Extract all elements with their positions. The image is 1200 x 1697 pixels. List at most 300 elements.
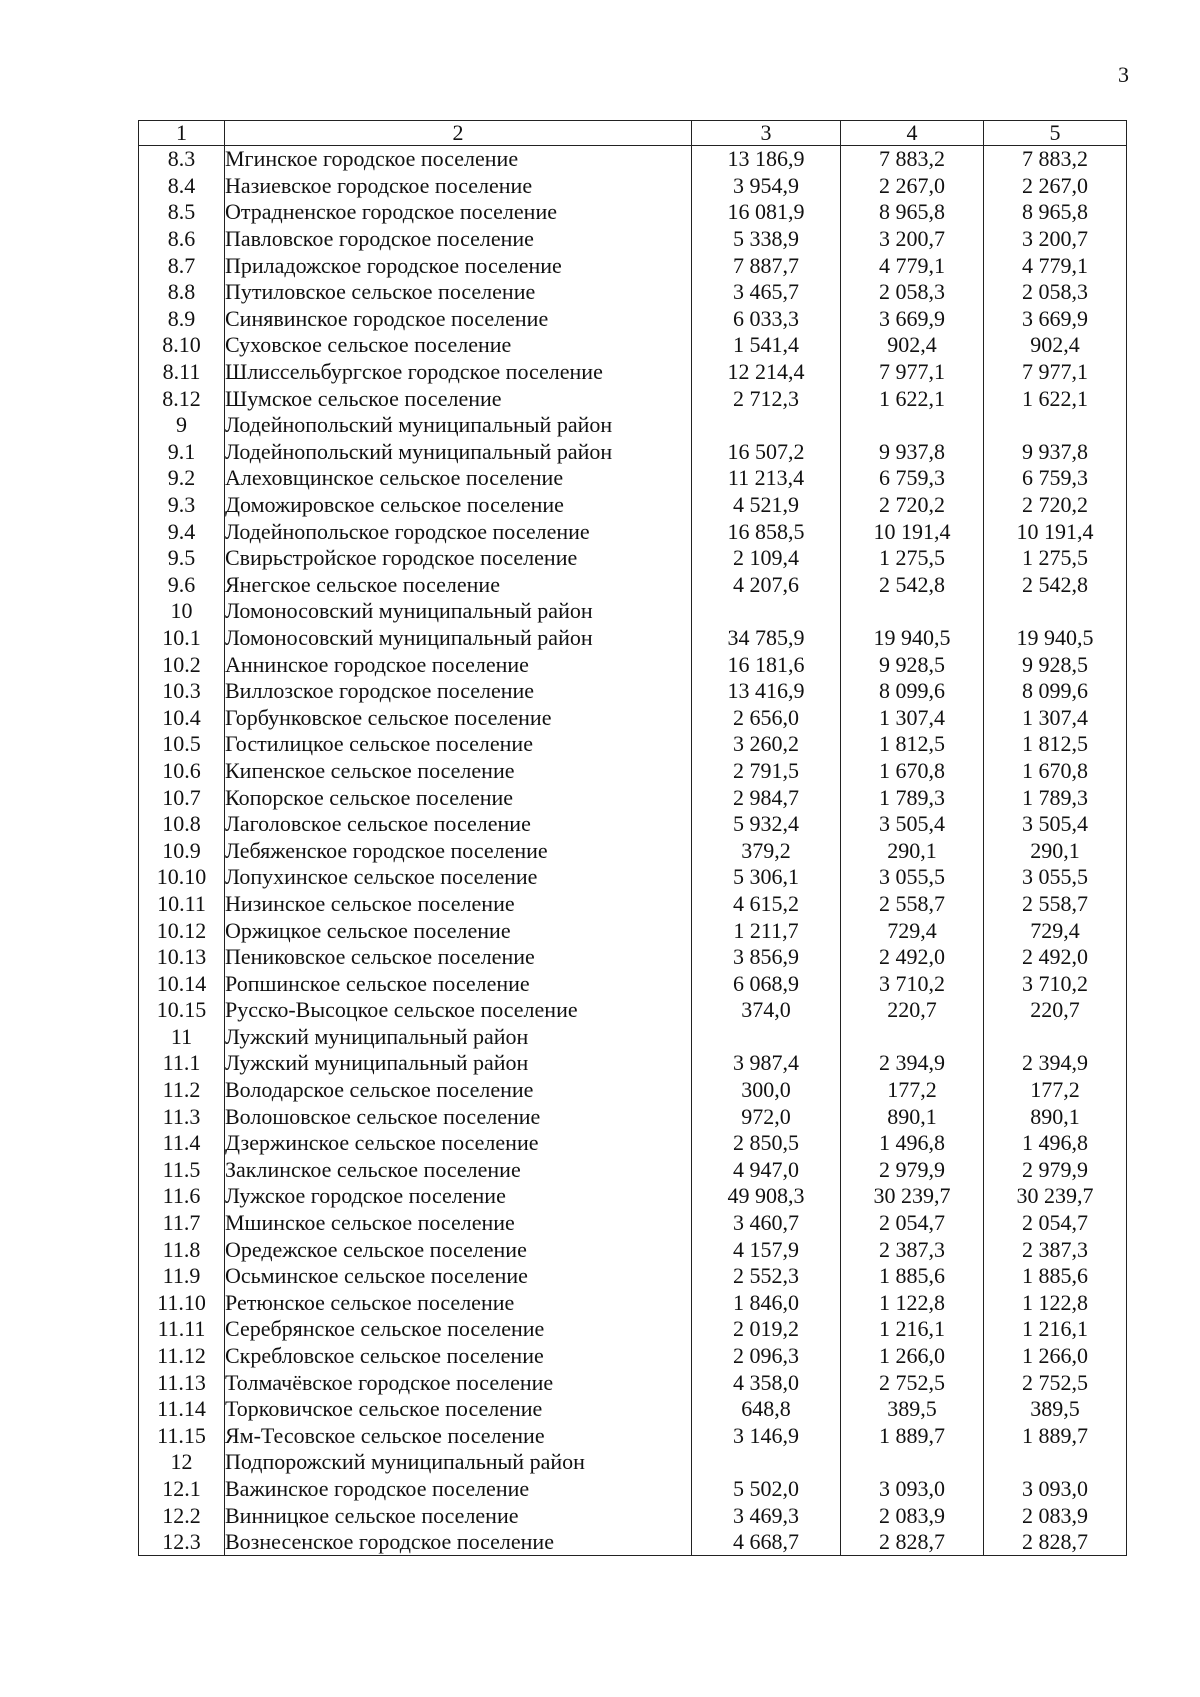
value-col-5: 19 940,5: [984, 625, 1127, 652]
table-row: [139, 306, 1127, 333]
row-number: 11.7: [139, 1210, 225, 1237]
value-col-3: 2 712,3: [692, 385, 841, 412]
table-row: [139, 917, 1127, 944]
row-number: 11.2: [139, 1077, 225, 1104]
table-row: [139, 1529, 1127, 1556]
table-row: [139, 811, 1127, 838]
municipality-name: Лужский муниципальный район: [225, 1024, 692, 1051]
value-col-4: 729,4: [841, 917, 984, 944]
table-row: [139, 412, 1127, 439]
value-col-4: 3 669,9: [841, 306, 984, 333]
municipality-name: Назиевское городское поселение: [225, 173, 692, 200]
table-row: [139, 837, 1127, 864]
row-number: 10.5: [139, 731, 225, 758]
table-row: [139, 625, 1127, 652]
row-number: 9.2: [139, 465, 225, 492]
municipality-name: Серебрянское сельское поселение: [225, 1316, 692, 1343]
table-row: [139, 1263, 1127, 1290]
value-col-4: 1 122,8: [841, 1290, 984, 1317]
row-number: 8.5: [139, 199, 225, 226]
value-col-3: 13 416,9: [692, 678, 841, 705]
table-row: [139, 598, 1127, 625]
value-col-3: 4 947,0: [692, 1157, 841, 1184]
value-col-3: 2 019,2: [692, 1316, 841, 1343]
municipality-name: Лодейнопольский муниципальный район: [225, 412, 692, 439]
value-col-4: 1 622,1: [841, 385, 984, 412]
row-number: 8.4: [139, 173, 225, 200]
value-col-5: 220,7: [984, 997, 1127, 1024]
value-col-4: 1 496,8: [841, 1130, 984, 1157]
value-col-3: 6 068,9: [692, 970, 841, 997]
municipality-name: Осьминское сельское поселение: [225, 1263, 692, 1290]
value-col-4: 2 387,3: [841, 1236, 984, 1263]
table-row: [139, 1423, 1127, 1450]
municipality-name: Шлиссельбургское городское поселение: [225, 359, 692, 386]
value-col-3: 4 207,6: [692, 572, 841, 599]
municipality-name: Ломоносовский муниципальный район: [225, 625, 692, 652]
value-col-4: 10 191,4: [841, 518, 984, 545]
row-number: 10.14: [139, 970, 225, 997]
value-col-3: 3 469,3: [692, 1502, 841, 1529]
column-header-2: 2: [225, 121, 692, 146]
value-col-5: 2 083,9: [984, 1502, 1127, 1529]
row-number: 11.15: [139, 1423, 225, 1450]
row-number: 11.5: [139, 1157, 225, 1184]
row-number: 9.6: [139, 572, 225, 599]
municipality-name: Свирьстройское городское поселение: [225, 545, 692, 572]
row-number: 11.9: [139, 1263, 225, 1290]
value-col-3: 3 987,4: [692, 1050, 841, 1077]
column-header-3: 3: [692, 121, 841, 146]
row-number: 11.13: [139, 1369, 225, 1396]
value-col-3: 2 552,3: [692, 1263, 841, 1290]
value-col-3: 49 908,3: [692, 1183, 841, 1210]
value-col-5: [984, 598, 1127, 625]
table-row: [139, 1024, 1127, 1051]
municipality-name: Пениковское сельское поселение: [225, 944, 692, 971]
row-number: 8.9: [139, 306, 225, 333]
row-number: 10.3: [139, 678, 225, 705]
value-col-4: [841, 1449, 984, 1476]
value-col-4: 902,4: [841, 332, 984, 359]
row-number: 11.1: [139, 1050, 225, 1077]
value-col-4: 177,2: [841, 1077, 984, 1104]
municipality-name: Горбунковское сельское поселение: [225, 704, 692, 731]
municipality-name: Лопухинское сельское поселение: [225, 864, 692, 891]
row-number: 10.8: [139, 811, 225, 838]
table-row: [139, 518, 1127, 545]
value-col-3: 4 615,2: [692, 891, 841, 918]
table-row: [139, 1183, 1127, 1210]
value-col-5: 1 275,5: [984, 545, 1127, 572]
municipality-name: Торковичское сельское поселение: [225, 1396, 692, 1423]
value-col-5: 1 885,6: [984, 1263, 1127, 1290]
value-col-4: 890,1: [841, 1103, 984, 1130]
value-col-3: 3 856,9: [692, 944, 841, 971]
value-col-4: 7 883,2: [841, 146, 984, 173]
value-col-5: 8 099,6: [984, 678, 1127, 705]
municipality-name: Гостилицкое сельское поселение: [225, 731, 692, 758]
municipality-name: Отрадненское городское поселение: [225, 199, 692, 226]
value-col-5: 1 122,8: [984, 1290, 1127, 1317]
value-col-5: 10 191,4: [984, 518, 1127, 545]
value-col-4: 2 267,0: [841, 173, 984, 200]
municipality-name: Ломоносовский муниципальный район: [225, 598, 692, 625]
municipality-name: Русско-Высоцкое сельское поселение: [225, 997, 692, 1024]
value-col-5: 2 387,3: [984, 1236, 1127, 1263]
value-col-4: 2 720,2: [841, 492, 984, 519]
column-header-5: 5: [984, 121, 1127, 146]
data-table: [138, 120, 1127, 1556]
value-col-5: 2 267,0: [984, 173, 1127, 200]
municipality-name: Винницкое сельское поселение: [225, 1502, 692, 1529]
row-number: 10.10: [139, 864, 225, 891]
value-col-5: 2 394,9: [984, 1050, 1127, 1077]
column-header-1: 1: [139, 121, 225, 146]
value-col-4: 6 759,3: [841, 465, 984, 492]
table-row: [139, 1050, 1127, 1077]
value-col-4: 290,1: [841, 837, 984, 864]
table-row: [139, 1396, 1127, 1423]
value-col-3: 2 096,3: [692, 1343, 841, 1370]
row-number: 11: [139, 1024, 225, 1051]
value-col-5: 3 505,4: [984, 811, 1127, 838]
value-col-4: [841, 598, 984, 625]
table-row: [139, 1369, 1127, 1396]
table-row: [139, 572, 1127, 599]
value-col-5: 1 622,1: [984, 385, 1127, 412]
municipality-name: Лодейнопольский муниципальный район: [225, 439, 692, 466]
table-row: [139, 545, 1127, 572]
row-number: 9: [139, 412, 225, 439]
table-row: [139, 758, 1127, 785]
value-col-5: 1 266,0: [984, 1343, 1127, 1370]
table-row: [139, 1077, 1127, 1104]
value-col-3: 3 465,7: [692, 279, 841, 306]
value-col-3: 648,8: [692, 1396, 841, 1423]
value-col-4: 1 275,5: [841, 545, 984, 572]
row-number: 11.4: [139, 1130, 225, 1157]
table-row: [139, 385, 1127, 412]
value-col-4: 2 083,9: [841, 1502, 984, 1529]
value-col-4: 2 979,9: [841, 1157, 984, 1184]
value-col-3: 16 507,2: [692, 439, 841, 466]
value-col-5: 2 979,9: [984, 1157, 1127, 1184]
row-number: 11.6: [139, 1183, 225, 1210]
table-row: [139, 1210, 1127, 1237]
value-col-5: 2 492,0: [984, 944, 1127, 971]
municipality-name: Низинское сельское поселение: [225, 891, 692, 918]
table-row: [139, 439, 1127, 466]
value-col-5: 4 779,1: [984, 252, 1127, 279]
municipality-name: Володарское сельское поселение: [225, 1077, 692, 1104]
table-row: [139, 199, 1127, 226]
value-col-3: 3 260,2: [692, 731, 841, 758]
value-col-4: 2 828,7: [841, 1529, 984, 1556]
value-col-5: 9 928,5: [984, 651, 1127, 678]
row-number: 10.1: [139, 625, 225, 652]
row-number: 8.12: [139, 385, 225, 412]
value-col-5: 290,1: [984, 837, 1127, 864]
municipality-name: Волошовское сельское поселение: [225, 1103, 692, 1130]
row-number: 9.5: [139, 545, 225, 572]
value-col-5: 1 307,4: [984, 704, 1127, 731]
municipality-name: Алеховщинское сельское поселение: [225, 465, 692, 492]
value-col-3: 7 887,7: [692, 252, 841, 279]
table-row: [139, 146, 1127, 173]
value-col-3: 1 541,4: [692, 332, 841, 359]
municipality-name: Ям-Тесовское сельское поселение: [225, 1423, 692, 1450]
row-number: 12.1: [139, 1476, 225, 1503]
value-col-5: 2 558,7: [984, 891, 1127, 918]
municipality-name: Доможировское сельское поселение: [225, 492, 692, 519]
value-col-5: 2 058,3: [984, 279, 1127, 306]
value-col-5: 729,4: [984, 917, 1127, 944]
value-col-5: 177,2: [984, 1077, 1127, 1104]
value-col-3: 3 954,9: [692, 173, 841, 200]
value-col-5: 1 889,7: [984, 1423, 1127, 1450]
value-col-3: [692, 412, 841, 439]
municipality-name: Толмачёвское городское поселение: [225, 1369, 692, 1396]
row-number: 11.12: [139, 1343, 225, 1370]
municipality-name: Лаголовское сельское поселение: [225, 811, 692, 838]
municipality-name: Шумское сельское поселение: [225, 385, 692, 412]
row-number: 9.4: [139, 518, 225, 545]
table-row: [139, 332, 1127, 359]
municipality-name: Оржицкое сельское поселение: [225, 917, 692, 944]
value-col-4: 8 099,6: [841, 678, 984, 705]
table-row: [139, 1157, 1127, 1184]
value-col-4: 3 200,7: [841, 226, 984, 253]
row-number: 10.13: [139, 944, 225, 971]
table-row: [139, 1343, 1127, 1370]
municipality-name: Суховское сельское поселение: [225, 332, 692, 359]
value-col-3: 379,2: [692, 837, 841, 864]
value-col-4: 220,7: [841, 997, 984, 1024]
value-col-5: [984, 412, 1127, 439]
table-row: [139, 279, 1127, 306]
row-number: 10.4: [139, 704, 225, 731]
page-number: 3: [1118, 62, 1129, 87]
table-row: [139, 1236, 1127, 1263]
table-row: [139, 997, 1127, 1024]
row-number: 10.15: [139, 997, 225, 1024]
municipality-name: Заклинское сельское поселение: [225, 1157, 692, 1184]
row-number: 10.6: [139, 758, 225, 785]
value-col-5: 30 239,7: [984, 1183, 1127, 1210]
value-col-3: 5 502,0: [692, 1476, 841, 1503]
municipality-name: Приладожское городское поселение: [225, 252, 692, 279]
row-number: 10.11: [139, 891, 225, 918]
table-row: [139, 891, 1127, 918]
row-number: 8.3: [139, 146, 225, 173]
row-number: 9.3: [139, 492, 225, 519]
table-row: [139, 1449, 1127, 1476]
value-col-3: 16 081,9: [692, 199, 841, 226]
value-col-5: 2 752,5: [984, 1369, 1127, 1396]
value-col-4: 9 937,8: [841, 439, 984, 466]
value-col-3: 5 338,9: [692, 226, 841, 253]
value-col-5: [984, 1449, 1127, 1476]
value-col-5: 2 054,7: [984, 1210, 1127, 1237]
municipality-name: Ропшинское сельское поселение: [225, 970, 692, 997]
value-col-5: 389,5: [984, 1396, 1127, 1423]
municipality-name: Оредежское сельское поселение: [225, 1236, 692, 1263]
value-col-3: [692, 1024, 841, 1051]
value-col-4: 1 889,7: [841, 1423, 984, 1450]
municipality-name: Ретюнское сельское поселение: [225, 1290, 692, 1317]
municipality-name: Мшинское сельское поселение: [225, 1210, 692, 1237]
value-col-5: 3 669,9: [984, 306, 1127, 333]
column-header-4: 4: [841, 121, 984, 146]
value-col-5: 1 670,8: [984, 758, 1127, 785]
value-col-3: 13 186,9: [692, 146, 841, 173]
municipality-name: Кипенское сельское поселение: [225, 758, 692, 785]
row-number: 11.10: [139, 1290, 225, 1317]
row-number: 11.11: [139, 1316, 225, 1343]
row-number: 11.14: [139, 1396, 225, 1423]
row-number: 12: [139, 1449, 225, 1476]
row-number: 8.6: [139, 226, 225, 253]
value-col-4: 3 710,2: [841, 970, 984, 997]
row-number: 9.1: [139, 439, 225, 466]
row-number: 12.2: [139, 1502, 225, 1529]
value-col-4: 30 239,7: [841, 1183, 984, 1210]
municipality-name: Аннинское городское поселение: [225, 651, 692, 678]
table-row: [139, 359, 1127, 386]
row-number: 10: [139, 598, 225, 625]
value-col-5: 3 710,2: [984, 970, 1127, 997]
municipality-name: Лебяженское городское поселение: [225, 837, 692, 864]
municipality-name: Мгинское городское поселение: [225, 146, 692, 173]
value-col-5: 1 789,3: [984, 784, 1127, 811]
table-row: [139, 1103, 1127, 1130]
value-col-3: 5 932,4: [692, 811, 841, 838]
municipality-name: Янегское сельское поселение: [225, 572, 692, 599]
value-col-3: 2 791,5: [692, 758, 841, 785]
value-col-4: 2 054,7: [841, 1210, 984, 1237]
municipality-name: Павловское городское поселение: [225, 226, 692, 253]
value-col-5: 6 759,3: [984, 465, 1127, 492]
value-col-4: 3 093,0: [841, 1476, 984, 1503]
value-col-3: 3 460,7: [692, 1210, 841, 1237]
value-col-3: 34 785,9: [692, 625, 841, 652]
value-col-4: 3 505,4: [841, 811, 984, 838]
table-row: [139, 678, 1127, 705]
value-col-4: 2 752,5: [841, 1369, 984, 1396]
municipality-name: Лужский муниципальный район: [225, 1050, 692, 1077]
value-col-5: 1 216,1: [984, 1316, 1127, 1343]
municipality-name: Лодейнопольское городское поселение: [225, 518, 692, 545]
value-col-5: 1 496,8: [984, 1130, 1127, 1157]
value-col-4: 4 779,1: [841, 252, 984, 279]
value-col-4: [841, 1024, 984, 1051]
table-row: [139, 1502, 1127, 1529]
value-col-5: 3 200,7: [984, 226, 1127, 253]
table-row: [139, 864, 1127, 891]
value-col-5: 8 965,8: [984, 199, 1127, 226]
row-number: 10.9: [139, 837, 225, 864]
value-col-3: 1 846,0: [692, 1290, 841, 1317]
value-col-5: 3 093,0: [984, 1476, 1127, 1503]
row-number: 10.2: [139, 651, 225, 678]
value-col-4: 1 216,1: [841, 1316, 984, 1343]
table-row: [139, 173, 1127, 200]
value-col-3: 16 181,6: [692, 651, 841, 678]
municipality-name: Путиловское сельское поселение: [225, 279, 692, 306]
value-col-5: 2 542,8: [984, 572, 1127, 599]
value-col-4: [841, 412, 984, 439]
value-col-3: 300,0: [692, 1077, 841, 1104]
table-row: [139, 226, 1127, 253]
municipality-name: Синявинское городское поселение: [225, 306, 692, 333]
value-col-3: 4 521,9: [692, 492, 841, 519]
row-number: 8.8: [139, 279, 225, 306]
table-body: [139, 146, 1127, 1556]
value-col-5: 7 883,2: [984, 146, 1127, 173]
value-col-3: 12 214,4: [692, 359, 841, 386]
table-row: [139, 731, 1127, 758]
row-number: 10.7: [139, 784, 225, 811]
value-col-3: 3 146,9: [692, 1423, 841, 1450]
value-col-3: 972,0: [692, 1103, 841, 1130]
municipality-name: Важинское городское поселение: [225, 1476, 692, 1503]
table-row: [139, 1130, 1127, 1157]
value-col-5: 902,4: [984, 332, 1127, 359]
value-col-3: [692, 1449, 841, 1476]
value-col-3: [692, 598, 841, 625]
table-row: [139, 651, 1127, 678]
value-col-5: 1 812,5: [984, 731, 1127, 758]
table-row: [139, 944, 1127, 971]
table-row: [139, 970, 1127, 997]
value-col-4: 1 789,3: [841, 784, 984, 811]
table-row: [139, 784, 1127, 811]
value-col-4: 389,5: [841, 1396, 984, 1423]
value-col-3: 4 358,0: [692, 1369, 841, 1396]
table-row: [139, 492, 1127, 519]
value-col-4: 1 812,5: [841, 731, 984, 758]
value-col-4: 2 058,3: [841, 279, 984, 306]
value-col-3: 16 858,5: [692, 518, 841, 545]
value-col-4: 8 965,8: [841, 199, 984, 226]
municipality-name: Виллозское городское поселение: [225, 678, 692, 705]
value-col-4: 19 940,5: [841, 625, 984, 652]
table-row: [139, 465, 1127, 492]
value-col-3: 374,0: [692, 997, 841, 1024]
value-col-4: 9 928,5: [841, 651, 984, 678]
value-col-3: 4 157,9: [692, 1236, 841, 1263]
row-number: 10.12: [139, 917, 225, 944]
value-col-4: 1 307,4: [841, 704, 984, 731]
header-row: [139, 121, 1127, 146]
row-number: 11.8: [139, 1236, 225, 1263]
row-number: 11.3: [139, 1103, 225, 1130]
municipality-name: Скребловское сельское поселение: [225, 1343, 692, 1370]
table-row: [139, 704, 1127, 731]
value-col-5: 890,1: [984, 1103, 1127, 1130]
municipality-name: Вознесенское городское поселение: [225, 1529, 692, 1556]
municipality-name: Лужское городское поселение: [225, 1183, 692, 1210]
value-col-3: 2 656,0: [692, 704, 841, 731]
value-col-3: 1 211,7: [692, 917, 841, 944]
value-col-3: 11 213,4: [692, 465, 841, 492]
value-col-4: 2 394,9: [841, 1050, 984, 1077]
value-col-3: 4 668,7: [692, 1529, 841, 1556]
row-number: 8.7: [139, 252, 225, 279]
value-col-3: 2 984,7: [692, 784, 841, 811]
row-number: 12.3: [139, 1529, 225, 1556]
